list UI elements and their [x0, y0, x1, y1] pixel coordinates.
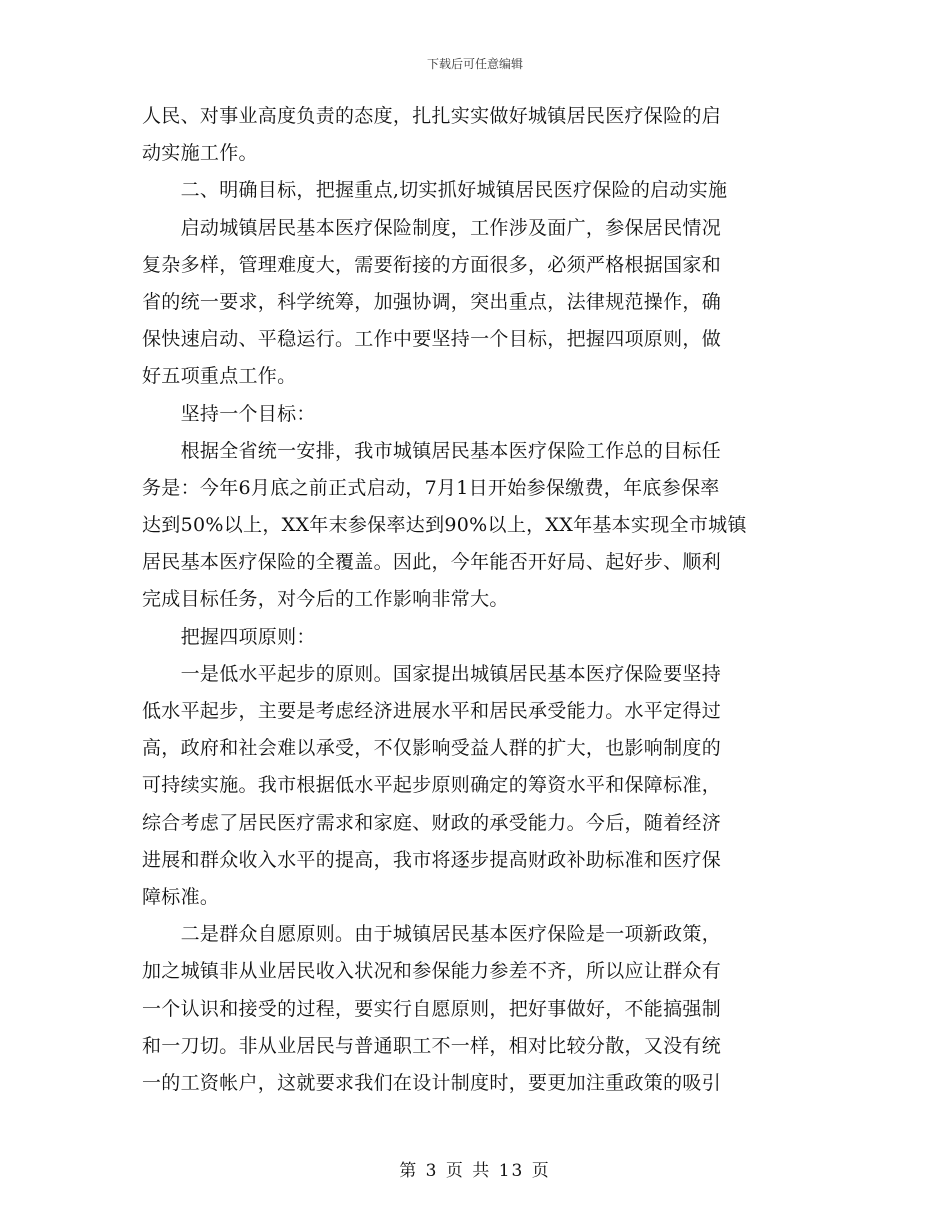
- text-line: 一个认识和接受的过程，要实行自愿原则，把好事做好，不能搞强制: [142, 997, 722, 1020]
- text-line: 一的工资帐户，这就要求我们在设计制度时，要更加注重政策的吸引: [142, 1071, 722, 1094]
- text-line: 综合考虑了居民医疗需求和家庭、财政的承受能力。今后，随着经济: [142, 811, 722, 834]
- text-line: 加之城镇非从业居民收入状况和参保能力参差不齐，所以应让群众有: [142, 960, 722, 983]
- text-line: 把握四项原则：: [142, 625, 316, 648]
- text-line: 省的统一要求，科学统筹，加强协调，突出重点，法律规范操作，确: [142, 290, 722, 313]
- text-line: 保快速启动、平稳运行。工作中要坚持一个目标，把握四项原则，做: [142, 328, 722, 351]
- text-line: 一是低水平起步的原则。国家提出城镇居民基本医疗保险要坚持: [142, 662, 722, 685]
- text-line: 低水平起步，主要是考虑经济进展水平和居民承受能力。水平定得过: [142, 700, 722, 722]
- text-line: 动实施工作。: [142, 142, 258, 165]
- text-line: 可持续实施。我市根据低水平起步原则确定的筹资水平和保障标准，: [142, 774, 722, 797]
- text-line: 二、明确目标，把握重点,切实抓好城镇居民医疗保险的启动实施: [142, 179, 728, 202]
- text-line: 根据全省统一安排，我市城镇居民基本医疗保险工作总的目标任: [142, 439, 722, 462]
- text-line: 启动城镇居民基本医疗保险制度，工作涉及面广，参保居民情况: [142, 216, 722, 239]
- text-line: 达到50%以上，XX年末参保率达到90%以上，XX年基本实现全市城镇: [142, 514, 747, 537]
- text-line: 和一刀切。非从业居民与普通职工不一样，相对比较分散，又没有统: [142, 1034, 722, 1057]
- text-line: 坚持一个目标：: [142, 402, 316, 425]
- text-line: 人民、对事业高度负责的态度，扎扎实实做好城镇居民医疗保险的启: [142, 105, 722, 127]
- page-footer: 第 3 页 共 13 页: [399, 1161, 551, 1181]
- text-line: 障标准。: [142, 885, 220, 908]
- text-line: 居民基本医疗保险的全覆盖。因此，今年能否开好局、起好步、顺利: [142, 551, 722, 574]
- document-body: [142, 98, 812, 1102]
- text-line: 高，政府和社会难以承受，不仅影响受益人群的扩大，也影响制度的: [142, 737, 722, 760]
- text-line: 务是：今年6月底之前正式启动，7月1日开始参保缴费，年底参保率: [142, 476, 720, 499]
- text-line: 二是群众自愿原则。由于城镇居民基本医疗保险是一项新政策，: [142, 923, 722, 946]
- text-line: 完成目标任务，对今后的工作影响非常大。: [142, 588, 509, 611]
- text-line: 好五项重点工作。: [142, 365, 297, 388]
- page-header: 下载后可任意编辑: [426, 57, 523, 71]
- text-line: 复杂多样，管理难度大，需要衔接的方面很多，必须严格根据国家和: [142, 253, 722, 276]
- text-line: 进展和群众收入水平的提高，我市将逐步提高财政补助标准和医疗保: [142, 848, 722, 871]
